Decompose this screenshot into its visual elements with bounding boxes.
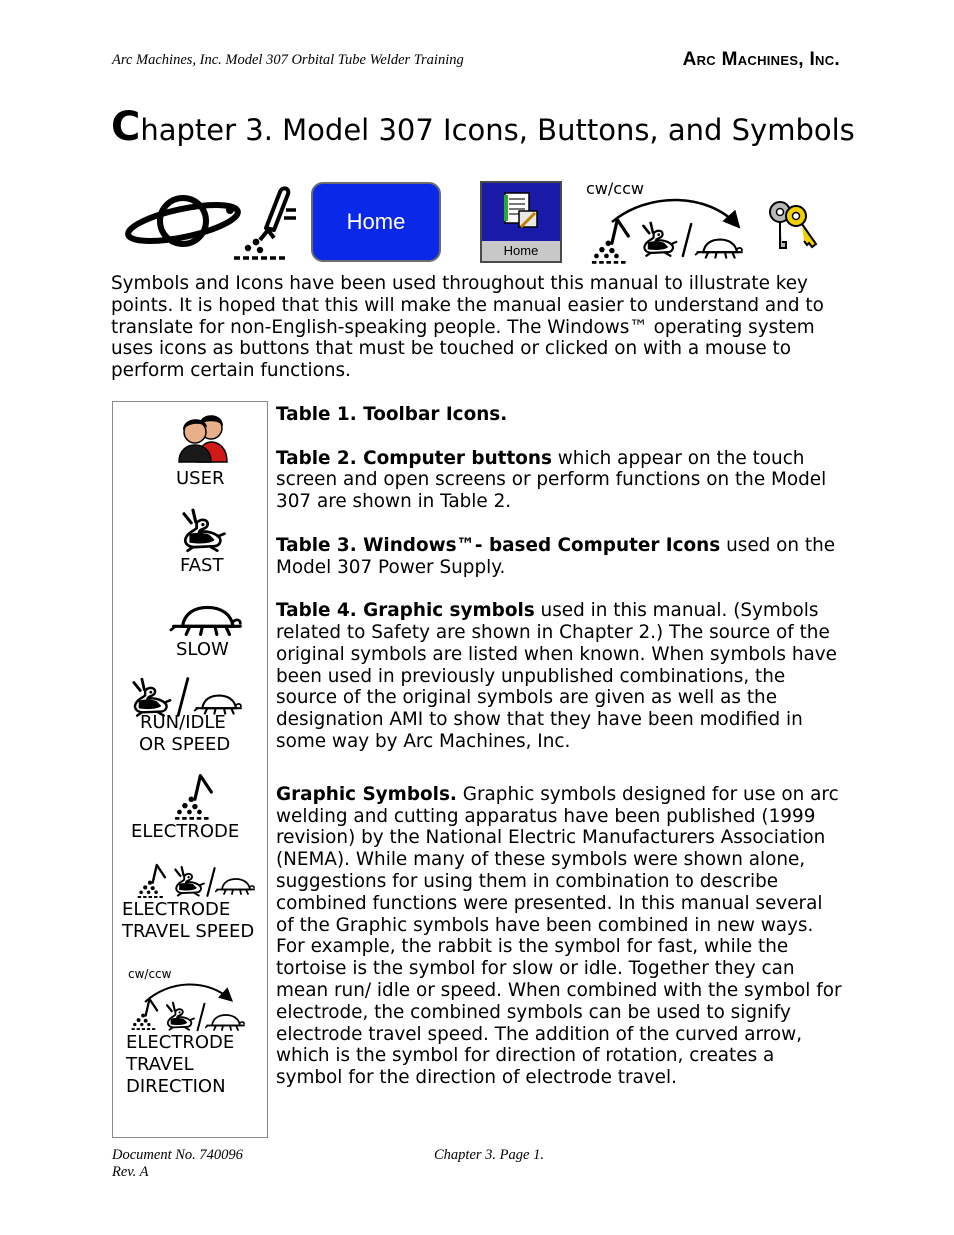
symbol-sidebar bbox=[112, 401, 268, 1138]
table-3-heading: Table 3. Windows™- based Computer Icons bbox=[276, 534, 721, 556]
sidebar-label-travel-speed: TRAVEL SPEED bbox=[122, 921, 255, 942]
welding-torch-icon bbox=[230, 182, 296, 262]
sidebar-label-direction: DIRECTION bbox=[126, 1076, 226, 1097]
tortoise-icon bbox=[205, 1012, 245, 1032]
table-3-text: used on the Model 307 Power Supply. bbox=[276, 534, 836, 578]
table-3-note bbox=[276, 535, 844, 579]
table-2-heading: Table 2. Computer buttons bbox=[276, 447, 552, 469]
tortoise-icon bbox=[169, 602, 243, 638]
sidebar-label-user: USER bbox=[176, 468, 225, 489]
document-icon bbox=[501, 191, 541, 233]
graphic-symbols-paragraph bbox=[276, 784, 844, 1089]
table-1-heading: Table 1. Toolbar Icons. bbox=[276, 404, 508, 425]
sidebar-label-electrode: ELECTRODE bbox=[122, 899, 231, 920]
sidebar-label-electrode: ELECTRODE bbox=[126, 1032, 235, 1053]
company-name: Arc Machines, Inc. bbox=[682, 49, 840, 70]
sidebar-label-electrode: ELECTRODE bbox=[131, 821, 240, 842]
home-toolbar-icon[interactable] bbox=[480, 181, 562, 263]
rabbit-icon bbox=[161, 1000, 197, 1032]
table-2-text: which appear on the touch screen and open screens or perform functions on the Model 307 are shown in Table 2. bbox=[276, 447, 827, 513]
sidebar-label-slow: SLOW bbox=[176, 639, 229, 660]
home-button[interactable] bbox=[311, 182, 441, 262]
sidebar-label-travel: TRAVEL bbox=[126, 1054, 194, 1075]
electrode-icon bbox=[129, 996, 161, 1032]
direction-label: cw/ccw bbox=[586, 179, 644, 198]
graphic-symbols-heading: Graphic Symbols. bbox=[276, 783, 457, 805]
table-2-note bbox=[276, 448, 844, 513]
table-1-note bbox=[276, 404, 844, 426]
sidebar-label-or-speed: OR SPEED bbox=[139, 734, 231, 755]
electrode-icon bbox=[171, 772, 217, 822]
rabbit-icon bbox=[175, 506, 229, 554]
icon-strip bbox=[118, 176, 838, 268]
electrode-icon bbox=[588, 216, 634, 266]
table-4-text: used in this manual. (Symbols related to Safety are shown in Chapter 2.) The source of the original symbols are listed when known. When symbols have been used in previously unpublished combinations, the source of the original symbols are given as well as the designation AMI to show that they have been modified in some way by Arc Machines, Inc. bbox=[276, 600, 837, 752]
page-number: Chapter 3. Page 1. bbox=[434, 1147, 544, 1163]
orbit-icon bbox=[122, 190, 244, 250]
header-title: Arc Machines, Inc. Model 307 Orbital Tube Welder Training bbox=[112, 52, 464, 68]
table-4-heading: Table 4. Graphic symbols bbox=[276, 600, 535, 622]
revision: Rev. A bbox=[112, 1164, 149, 1180]
sidebar-label-run-idle: RUN/IDLE bbox=[140, 712, 226, 733]
user-icon bbox=[177, 410, 231, 464]
chapter-drop-letter: C bbox=[111, 104, 141, 150]
keys-icon bbox=[764, 196, 820, 252]
body-text bbox=[276, 404, 844, 1089]
home-toolbar-icon-face bbox=[482, 183, 560, 241]
graphic-symbols-text: Graphic symbols designed for use on arc welding and cutting apparatus have been published (1999 revision) by the National Electric Manufacturers Association (NEMA). While many of these symbols were shown alone, suggestions for using them in combination to describe combined functions were presented. In this manual several of the Graphic symbols have been combined in new ways. For example, the rabbit is the symbol for fast, while the tortoise is the symbol for slow or idle. Together they can mean run/ idle or speed. When combined with the symbol for electrode, the combined symbols can be used to signify electrode travel speed. The addition of the curved arrow, which is the symbol for direction of rotation, creates a symbol for the direction of electrode travel. bbox=[276, 783, 842, 1089]
electrode-icon bbox=[135, 862, 169, 900]
rabbit-icon bbox=[636, 220, 680, 258]
chapter-title-text: hapter 3. Model 307 Icons, Buttons, and Symbols bbox=[140, 113, 855, 147]
document-number: Document No. 740096 bbox=[112, 1147, 243, 1163]
rabbit-icon bbox=[169, 864, 207, 898]
sidebar-label-cw-ccw: cw/ccw bbox=[128, 967, 172, 981]
home-toolbar-label: Home bbox=[503, 243, 539, 258]
slash-icon bbox=[680, 222, 694, 258]
chapter-title bbox=[111, 104, 855, 150]
home-button-label: Home bbox=[346, 209, 406, 234]
sidebar-label-fast: FAST bbox=[180, 555, 224, 576]
tortoise-icon bbox=[694, 236, 744, 260]
tortoise-icon bbox=[215, 876, 255, 896]
intro-paragraph: Symbols and Icons have been used throughout this manual to illustrate key points. It is hoped that this will make the manual easier to understand and to translate for non-English-speaking people. The Windows™ operating system uses icons as buttons that must be touched or clicked on with a mouse to perform certain functions. bbox=[111, 273, 824, 382]
table-4-note bbox=[276, 600, 844, 753]
footer-document bbox=[112, 1147, 243, 1181]
